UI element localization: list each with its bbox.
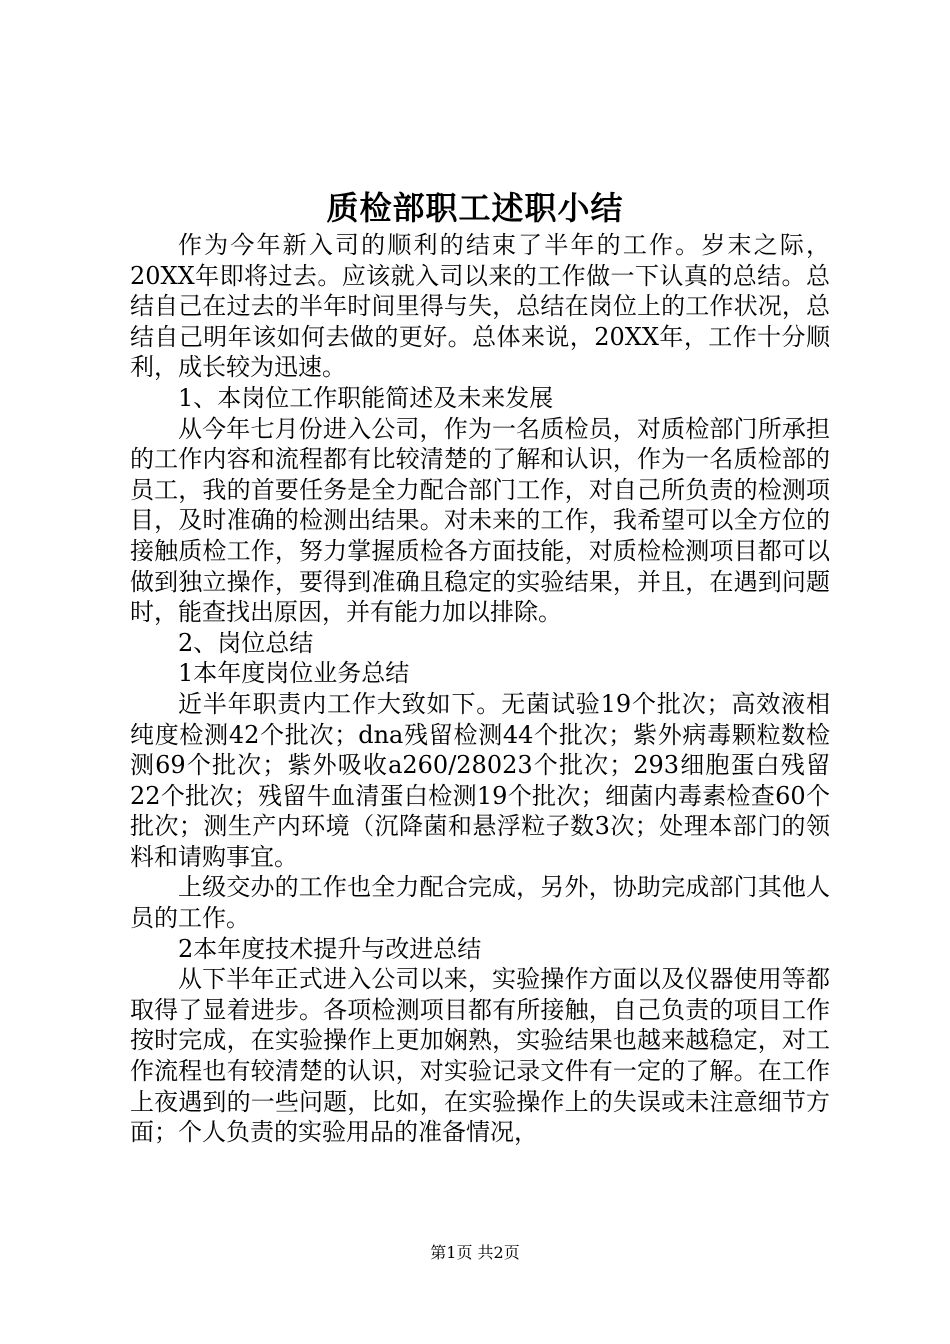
subsection-heading-2: 2本年度技术提升与改进总结 xyxy=(178,934,482,963)
paragraph-workload: 近半年职责内工作大致如下。无菌试验19个批次；高效液相纯度检测42个批次；dna残留检测44个批次；紫外病毒颗粒数检测69个批次；紫外吸收a260/28023个批次；293细胞蛋白残留22个批次；残留牛血清蛋白检测19个批次；细菌内毒素检查60个批次；测生产内环境（沉降菌和悬浮粒子数3次；处理本部门的领料和请购事宜。 xyxy=(130,689,830,871)
section-heading-1: 1、本岗位工作职能简述及未来发展 xyxy=(178,383,554,412)
page-number-footer: 第1页 共2页 xyxy=(430,1243,520,1262)
document-body xyxy=(130,230,830,1148)
document-title: 质检部职工述职小结 xyxy=(326,189,624,227)
paragraph-intro: 作为今年新入司的顺利的结束了半年的工作。岁末之际，20XX年即将过去。应该就入司以来的工作做一下认真的总结。总结自己在过去的半年时间里得与失，总结在岗位上的工作状况，总结自己明年该如何去做的更好。总体来说，20XX年，工作十分顺利，成长较为迅速。 xyxy=(130,231,830,382)
paragraph-assigned-work: 上级交办的工作也全力配合完成，另外，协助完成部门其他人员的工作。 xyxy=(130,873,830,933)
paragraph-duties: 从今年七月份进入公司，作为一名质检员，对质检部门所承担的工作内容和流程都有比较清楚的了解和认识，作为一名质检部的员工，我的首要任务是全力配合部门工作，对自己所负责的检测项目，及时准确的检测出结果。对未来的工作，我希望可以全方位的接触质检工作，努力掌握质检各方面技能，对质检检测项目都可以做到独立操作，要得到准确且稳定的实验结果，并且，在遇到问题时，能查找出原因，并有能力加以排除。 xyxy=(130,414,830,627)
paragraph-improvement: 从下半年正式进入公司以来，实验操作方面以及仪器使用等都取得了显着进步。各项检测项目都有所接触，自己负责的项目工作按时完成，在实验操作上更加娴熟，实验结果也越来越稳定，对工作流程也有较清楚的认识，对实验记录文件有一定的了解。在工作上夜遇到的一些问题，比如，在实验操作上的失误或未注意细节方面；个人负责的实验用品的准备情况， xyxy=(130,965,830,1147)
section-heading-2: 2、岗位总结 xyxy=(178,628,314,657)
subsection-heading-1: 1本年度岗位业务总结 xyxy=(178,659,410,688)
